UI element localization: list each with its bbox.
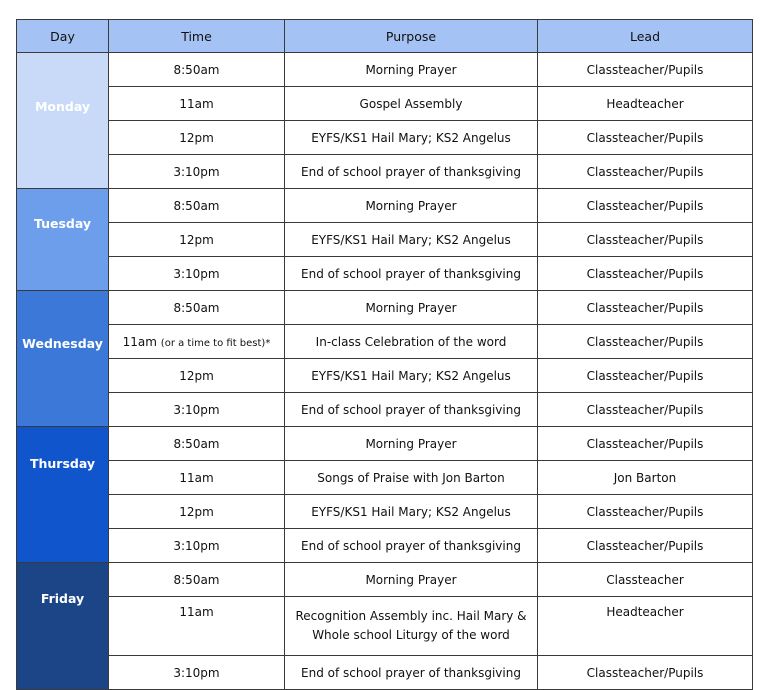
purpose-cell: End of school prayer of thanksgiving bbox=[285, 155, 538, 189]
header-lead: Lead bbox=[538, 20, 753, 53]
day-label: Wednesday bbox=[22, 336, 103, 351]
time-cell: 11am bbox=[109, 87, 285, 121]
table-row bbox=[17, 393, 753, 427]
table-row bbox=[17, 53, 753, 87]
purpose-cell: Morning Prayer bbox=[285, 563, 538, 597]
day-cell-thursday bbox=[17, 427, 109, 563]
lead-cell: Classteacher/Pupils bbox=[538, 121, 753, 155]
time-cell: 8:50am bbox=[109, 563, 285, 597]
prayer-schedule-table bbox=[16, 19, 753, 690]
purpose-cell: End of school prayer of thanksgiving bbox=[285, 393, 538, 427]
table-row bbox=[17, 189, 753, 223]
lead-cell: Classteacher/Pupils bbox=[538, 257, 753, 291]
header-purpose: Purpose bbox=[285, 20, 538, 53]
purpose-cell bbox=[285, 597, 538, 656]
purpose-cell: EYFS/KS1 Hail Mary; KS2 Angelus bbox=[285, 359, 538, 393]
table-row bbox=[17, 359, 753, 393]
time-cell: 3:10pm bbox=[109, 393, 285, 427]
time-cell: 12pm bbox=[109, 121, 285, 155]
purpose-cell: End of school prayer of thanksgiving bbox=[285, 529, 538, 563]
day-cell-tuesday bbox=[17, 189, 109, 291]
time-cell: 12pm bbox=[109, 223, 285, 257]
header-day: Day bbox=[17, 20, 109, 53]
lead-cell: Headteacher bbox=[538, 597, 753, 656]
lead-cell: Classteacher/Pupils bbox=[538, 529, 753, 563]
lead-cell: Classteacher/Pupils bbox=[538, 656, 753, 690]
day-cell-friday bbox=[17, 563, 109, 690]
day-label: Friday bbox=[40, 591, 85, 606]
purpose-cell: In-class Celebration of the word bbox=[285, 325, 538, 359]
time-cell: 12pm bbox=[109, 359, 285, 393]
day-label: Monday bbox=[34, 99, 91, 114]
time-cell: 11am bbox=[109, 597, 285, 656]
time-cell: 3:10pm bbox=[109, 155, 285, 189]
table-row bbox=[17, 121, 753, 155]
time-cell: 3:10pm bbox=[109, 529, 285, 563]
day-cell-wednesday bbox=[17, 291, 109, 427]
table-row bbox=[17, 325, 753, 359]
purpose-cell: EYFS/KS1 Hail Mary; KS2 Angelus bbox=[285, 495, 538, 529]
time-cell: 11am bbox=[109, 461, 285, 495]
lead-cell: Classteacher/Pupils bbox=[538, 155, 753, 189]
time-cell: 8:50am bbox=[109, 291, 285, 325]
table-row bbox=[17, 529, 753, 563]
table-row bbox=[17, 87, 753, 121]
header-time: Time bbox=[109, 20, 285, 53]
table-row bbox=[17, 223, 753, 257]
time-cell: 3:10pm bbox=[109, 656, 285, 690]
time-cell: 8:50am bbox=[109, 53, 285, 87]
purpose-cell: Morning Prayer bbox=[285, 291, 538, 325]
purpose-cell: End of school prayer of thanksgiving bbox=[285, 257, 538, 291]
header-row bbox=[17, 20, 753, 53]
table-row bbox=[17, 291, 753, 325]
purpose-cell: EYFS/KS1 Hail Mary; KS2 Angelus bbox=[285, 121, 538, 155]
time-value: 11am bbox=[122, 334, 157, 349]
day-cell-monday bbox=[17, 53, 109, 189]
time-cell: 8:50am bbox=[109, 427, 285, 461]
table-row bbox=[17, 427, 753, 461]
lead-cell: Classteacher/Pupils bbox=[538, 427, 753, 461]
lead-cell: Classteacher/Pupils bbox=[538, 393, 753, 427]
time-note: (or a time to fit best)* bbox=[160, 337, 271, 349]
purpose-cell: Gospel Assembly bbox=[285, 87, 538, 121]
table-row bbox=[17, 155, 753, 189]
table-row bbox=[17, 656, 753, 690]
table-row bbox=[17, 563, 753, 597]
lead-cell: Classteacher/Pupils bbox=[538, 359, 753, 393]
lead-cell: Classteacher/Pupils bbox=[538, 53, 753, 87]
time-cell: 8:50am bbox=[109, 189, 285, 223]
lead-cell: Classteacher/Pupils bbox=[538, 189, 753, 223]
purpose-cell: End of school prayer of thanksgiving bbox=[285, 656, 538, 690]
table-row bbox=[17, 461, 753, 495]
purpose-line: Whole school Liturgy of the word bbox=[312, 628, 510, 642]
lead-cell: Jon Barton bbox=[538, 461, 753, 495]
purpose-cell: Morning Prayer bbox=[285, 427, 538, 461]
lead-cell: Headteacher bbox=[538, 87, 753, 121]
lead-cell: Classteacher/Pupils bbox=[538, 325, 753, 359]
schedule-document bbox=[16, 19, 753, 690]
purpose-cell: Songs of Praise with Jon Barton bbox=[285, 461, 538, 495]
time-cell: 12pm bbox=[109, 495, 285, 529]
purpose-line: Recognition Assembly inc. Hail Mary & bbox=[295, 609, 527, 623]
table-row bbox=[17, 495, 753, 529]
time-cell: 3:10pm bbox=[109, 257, 285, 291]
purpose-cell: EYFS/KS1 Hail Mary; KS2 Angelus bbox=[285, 223, 538, 257]
purpose-cell: Morning Prayer bbox=[285, 189, 538, 223]
time-cell bbox=[109, 325, 285, 359]
lead-cell: Classteacher/Pupils bbox=[538, 291, 753, 325]
lead-cell: Classteacher/Pupils bbox=[538, 223, 753, 257]
lead-cell: Classteacher/Pupils bbox=[538, 495, 753, 529]
day-label: Thursday bbox=[29, 456, 96, 471]
day-label: Tuesday bbox=[33, 216, 92, 231]
table-row bbox=[17, 257, 753, 291]
table-row bbox=[17, 597, 753, 656]
purpose-cell: Morning Prayer bbox=[285, 53, 538, 87]
lead-cell: Classteacher bbox=[538, 563, 753, 597]
